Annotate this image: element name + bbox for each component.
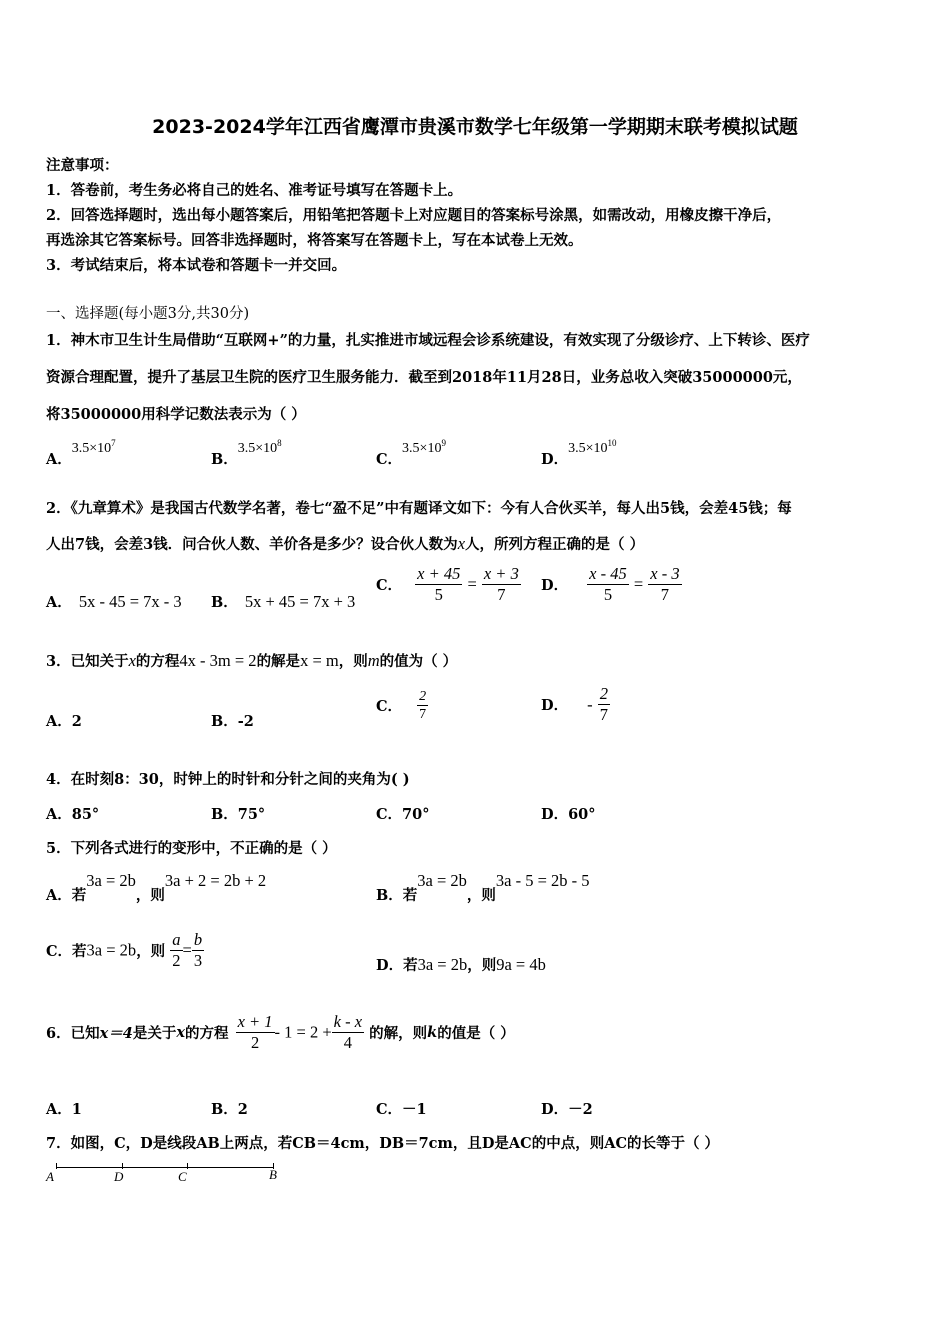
q3-option-a[interactable]: A．2 — [46, 713, 82, 730]
q7-stem: 7．如图，C，D是线段AB上两点，若CB＝4cm，DB＝7cm，且D是AC的中点，则AC的长等于（ ） — [46, 1135, 720, 1152]
q3-solution: x = m — [300, 651, 339, 670]
q3-stem: 3．已知关于x的方程4x - 3m = 2的解是x = m，则m的值为（ ） — [46, 651, 458, 670]
q3-option-b[interactable]: B．-2 — [211, 713, 254, 730]
option-exp: 10 — [607, 438, 617, 448]
option-expr: 5x - 45 = 7x - 3 — [78, 592, 182, 611]
q1-option-b[interactable] — [211, 436, 282, 468]
q2-line-2-b: 人，所列方程正确的是（ ） — [465, 536, 645, 553]
option-base: 3.5×10 — [71, 441, 112, 456]
q1-option-a[interactable] — [46, 436, 116, 468]
fraction: $\frac{x + 1}{2}$ — [237, 1012, 273, 1052]
fraction: $\frac{x - 45}{5}$ — [589, 564, 627, 604]
option-label: A． — [46, 451, 72, 468]
option-expr: 5x + 45 = 7x + 3 — [244, 592, 356, 611]
option-base: 3.5×10 — [237, 441, 278, 456]
q2-line-2 — [46, 533, 644, 554]
option-exp: 9 — [441, 438, 446, 448]
q6-option-c[interactable]: C．－1 — [376, 1101, 427, 1118]
q7-segment-figure — [44, 1158, 294, 1188]
q3-option-c[interactable] — [376, 688, 428, 723]
q4-option-b[interactable]: B．75° — [211, 806, 266, 823]
q3-equation: 4x - 3m = 2 — [179, 651, 257, 670]
notice-line-3: 再选涂其它答案标号。回答非选择题时，将答案写在答题卡上，写在本试卷上无效。 — [46, 232, 583, 249]
q2-var: x — [457, 534, 466, 553]
condition: 3a = 2b — [86, 940, 137, 960]
option-label: D． — [541, 577, 569, 594]
point-label-d: D — [114, 1169, 124, 1184]
section-heading: 一、选择题(每小题3分,共30分) — [46, 306, 250, 322]
q1-line-2: 资源合理配置，提升了基层卫生院的医疗卫生服务能力．截至到2018年11月28日，业务总收入突破35000000元， — [46, 369, 802, 386]
notice-heading: 注意事项： — [46, 157, 119, 174]
equals-sign: = — [182, 940, 192, 960]
q4-stem: 4．在时刻8：30，时钟上的时针和分针之间的夹角为( ) — [46, 771, 410, 788]
option-label: C． — [376, 451, 403, 468]
q5-option-d[interactable]: D．若3a = 2b，则9a = 4b — [376, 955, 546, 974]
point-label-c: C — [178, 1169, 187, 1184]
point-label-b: B — [269, 1167, 277, 1182]
q1-option-d[interactable] — [541, 436, 617, 468]
fraction: $\frac{x + 45}{5}$ — [417, 564, 461, 604]
option-label: D． — [541, 697, 569, 714]
option-exp: 8 — [277, 438, 282, 448]
tick-a — [56, 1163, 57, 1169]
equation-middle: - 1 = 2 + — [274, 1022, 332, 1042]
tick-c — [187, 1163, 188, 1169]
q3-option-d[interactable] — [541, 684, 610, 725]
q6-stem: 6．已知x＝4是关于x的方程 $\frac{x + 1}{2}$ - 1 = 2 + $\frac{k - x}{4}$ 的解，则k的值是（ ） — [46, 1012, 515, 1052]
condition: 3a = 2b — [86, 871, 136, 890]
q4-option-d[interactable]: D．60° — [541, 806, 596, 823]
result: 9a = 4b — [496, 955, 546, 974]
condition: 3a = 2b — [417, 955, 468, 974]
q2-line-2-a: 人出7钱，会差3钱．问合伙人数、羊价各是多少？设合伙人数为 — [46, 536, 458, 553]
q5-stem: 5．下列各式进行的变形中，不正确的是（ ） — [46, 840, 337, 857]
q2-option-b[interactable] — [211, 591, 355, 612]
q6-option-d[interactable]: D．－2 — [541, 1101, 593, 1118]
notice-line-4: 3．考试结束后，将本试卷和答题卡一并交回。 — [46, 257, 347, 274]
q2-option-a[interactable] — [46, 591, 182, 612]
option-label: D． — [541, 451, 569, 468]
result: 3a - 5 = 2b - 5 — [495, 871, 590, 890]
notice-line-1: 1．答卷前，考生务必将自己的姓名、准考证号填写在答题卡上。 — [46, 182, 463, 199]
fraction: $\frac{a}{2}$ — [172, 930, 181, 970]
option-exp: 7 — [111, 438, 116, 448]
q2-option-c[interactable] — [376, 564, 521, 614]
result: 3a + 2 = 2b + 2 — [164, 871, 267, 890]
fraction: $\frac{2}{7}$ — [419, 689, 427, 722]
q5-option-b[interactable]: B．若3a = 2b，则3a - 5 = 2b - 5 — [376, 871, 590, 904]
q4-option-c[interactable]: C．70° — [376, 806, 430, 823]
q2-option-d[interactable] — [541, 564, 682, 614]
minus-sign: - — [587, 694, 593, 714]
option-label: B． — [211, 451, 238, 468]
q1-line-3: 将35000000用科学记数法表示为（ ） — [46, 406, 306, 423]
q1-line-1: 1．神木市卫生计生局借助“互联网+”的力量，扎实推进市域远程会诊系统建设，有效实现了分级诊疗、上下转诊、医疗 — [46, 332, 810, 349]
option-label: A． — [46, 594, 72, 611]
q5-option-a[interactable]: A．若3a = 2b，则3a + 2 = 2b + 2 — [46, 871, 267, 904]
option-label: B． — [211, 594, 238, 611]
fraction: $\frac{k - x}{4}$ — [333, 1012, 363, 1052]
fraction: $\frac{b}{3}$ — [193, 930, 203, 970]
fraction: $\frac{x - 3}{7}$ — [650, 564, 680, 604]
q6-option-b[interactable]: B．2 — [211, 1101, 248, 1118]
q5-option-c[interactable]: C．若3a = 2b，则 $\frac{a}{2}$ = $\frac{b}{3}$ — [46, 930, 203, 970]
page-title: 2023-2024学年江西省鹰潭市贵溪市数学七年级第一学期期末联考模拟试题 — [152, 116, 798, 138]
notice-line-2: 2．回答选择题时，选出每小题答案后，用铅笔把答题卡上对应题目的答案标号涂黑，如需改动，用橡皮擦干净后， — [46, 207, 782, 224]
segment-line — [56, 1167, 274, 1168]
option-base: 3.5×10 — [402, 441, 442, 456]
point-label-a: A — [46, 1169, 54, 1184]
q6-option-a[interactable]: A．1 — [46, 1101, 82, 1118]
option-label: C． — [376, 577, 403, 594]
q1-option-c[interactable] — [376, 436, 446, 468]
option-base: 3.5×10 — [568, 441, 608, 456]
equals-sign: = — [633, 574, 644, 594]
fraction: $\frac{x + 3}{7}$ — [483, 564, 519, 604]
equals-sign: = — [467, 574, 477, 594]
q2-line-1: 2．《九章算术》是我国古代数学名著，卷七“盈不足”中有题译文如下：今有人合伙买羊，每人出5钱，会差45钱；每 — [46, 500, 792, 517]
condition: 3a = 2b — [417, 871, 467, 890]
fraction: $\frac{2}{7}$ — [599, 684, 609, 724]
q4-option-a[interactable]: A．85° — [46, 806, 100, 823]
option-label: C． — [376, 698, 403, 715]
